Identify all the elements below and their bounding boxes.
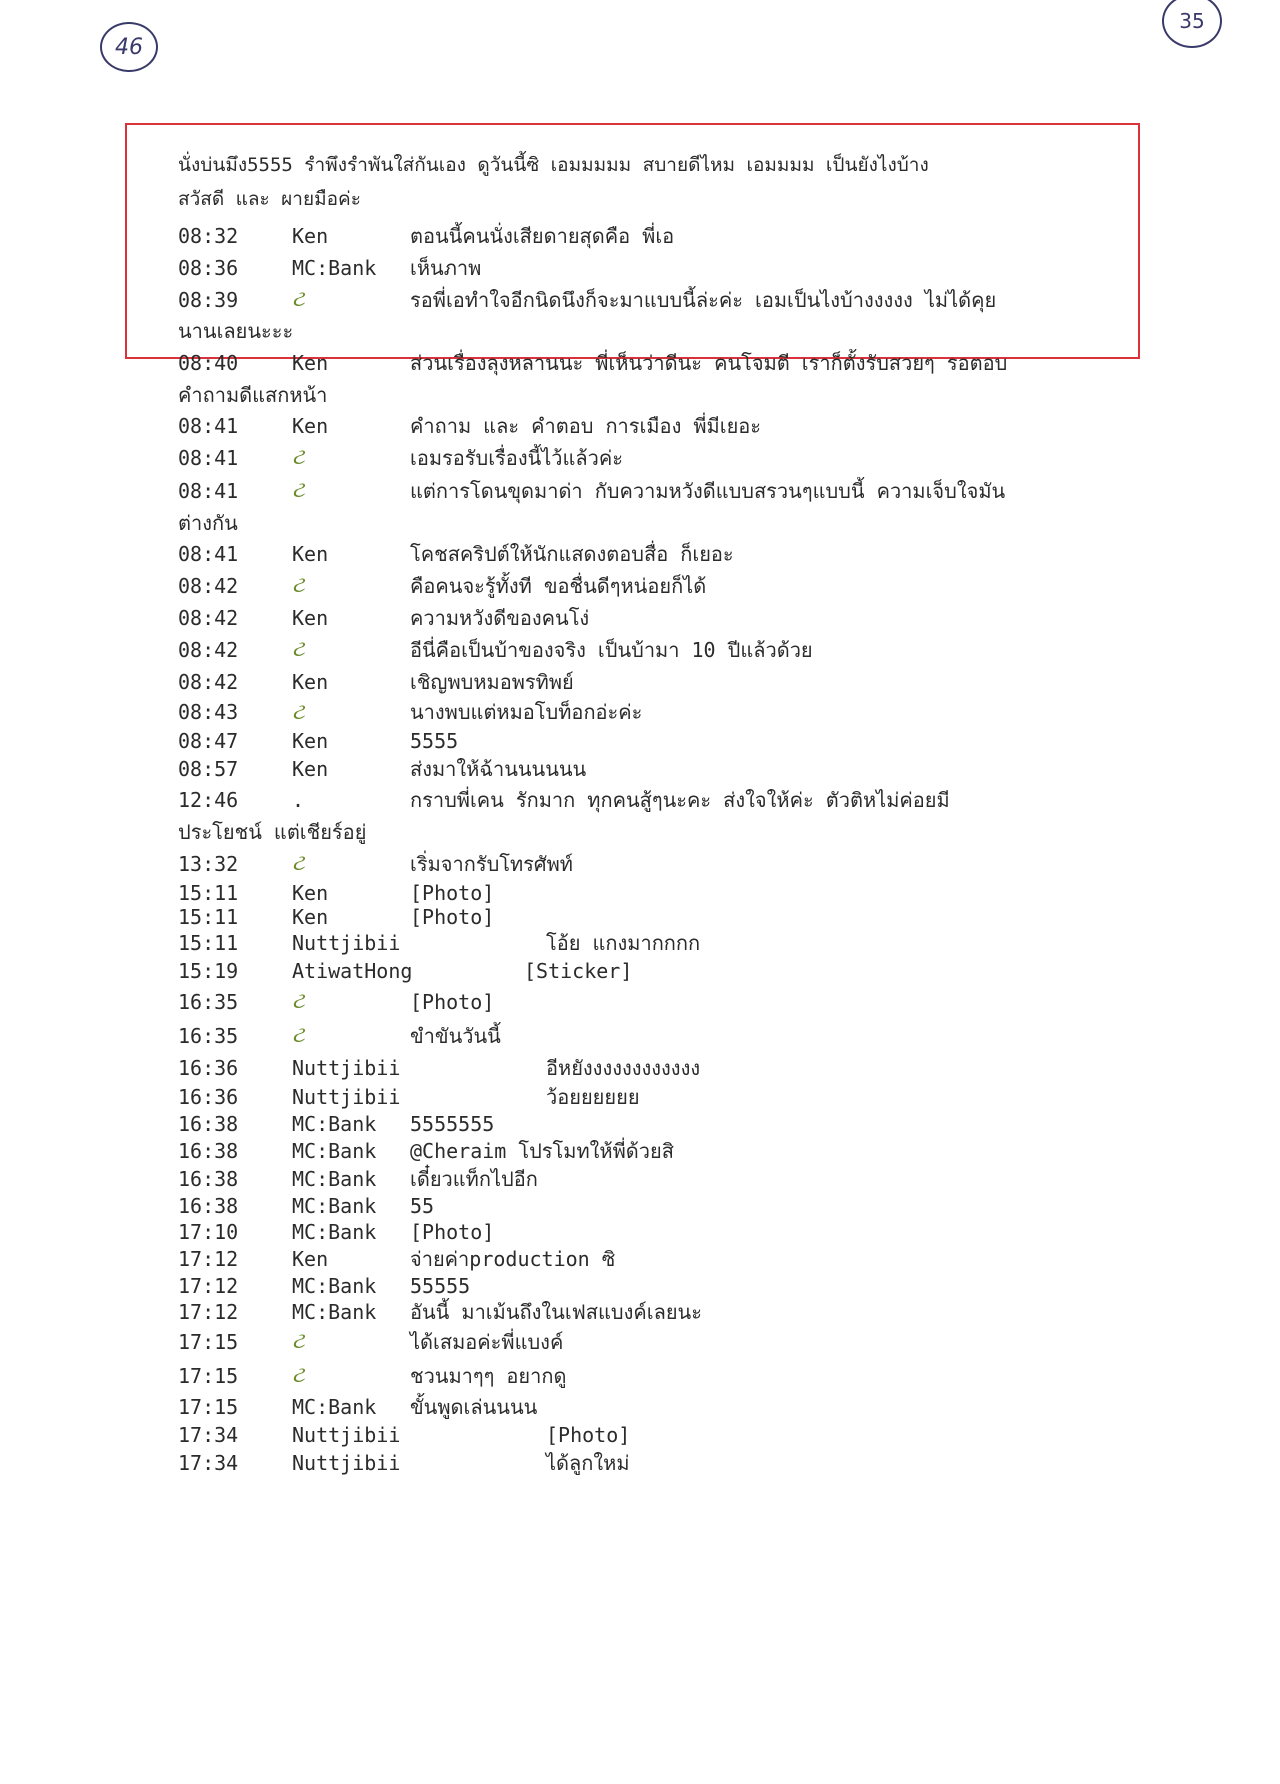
message-text: ได้เสมอค่ะพี่แบงค์ bbox=[410, 1330, 564, 1354]
message-time: 08:47 bbox=[178, 729, 239, 753]
message-time: 16:36 bbox=[178, 1056, 239, 1080]
message-time: 17:34 bbox=[178, 1451, 239, 1475]
message-text: คือคนจะรู้ทั้งที ขอชื่นดีๆหน่อยก็ได้ bbox=[410, 574, 707, 598]
message-row bbox=[178, 570, 1118, 602]
message-row bbox=[178, 783, 1118, 817]
message-sender: MC:Bank bbox=[292, 1167, 377, 1191]
intro-line: นั่งบ่นมึง5555 รำพึงรำพันใส่กันเอง ดูวันนี้ซิ เอมมมมม สบายดีไหม เอมมมม เป็นยังไงบ้าง bbox=[178, 154, 929, 176]
message-row bbox=[178, 346, 1118, 380]
message-text: นางพบแต่หมอโบท็อกอ่ะค่ะ bbox=[410, 700, 643, 724]
message-time: 17:12 bbox=[178, 1247, 239, 1271]
message-text: โอ้ย แกงมากกกก bbox=[546, 931, 701, 955]
message-row bbox=[178, 1019, 1118, 1053]
message-row bbox=[178, 1421, 1118, 1449]
message-sender: Ken bbox=[292, 670, 329, 694]
message-row bbox=[178, 905, 1118, 929]
message-sender: Ken bbox=[292, 542, 329, 566]
message-text: ว้อยยยยยย bbox=[546, 1085, 640, 1109]
message-text: อีนี่คือเป็นบ้าของจริง เป็นบ้ามา 10 ปีแล้วด้วย bbox=[410, 638, 813, 662]
message-time: 08:41 bbox=[178, 542, 239, 566]
chat-transcript bbox=[178, 148, 1118, 1477]
message-sender: Nuttjibii bbox=[292, 1423, 401, 1447]
message-sender: Ken bbox=[292, 881, 329, 905]
message-text: 55 bbox=[410, 1194, 435, 1218]
message-text: เห็นภาพ bbox=[410, 256, 482, 280]
message-row bbox=[178, 1325, 1118, 1359]
message-sender: Ken bbox=[292, 729, 329, 753]
message-row bbox=[178, 220, 1118, 252]
message-continuation: นานเลยนะะะ bbox=[178, 319, 294, 343]
message-row bbox=[178, 727, 1118, 755]
message-sender: Ken bbox=[292, 351, 329, 375]
message-text: ขำขันวันนี้ bbox=[410, 1024, 501, 1048]
message-sender: Ken bbox=[292, 757, 329, 781]
message-sender: . bbox=[292, 788, 305, 812]
message-time: 16:38 bbox=[178, 1112, 239, 1136]
message-time: 08:32 bbox=[178, 224, 239, 248]
message-sender: AtiwatHong bbox=[292, 959, 413, 983]
message-sender: ટ bbox=[292, 700, 305, 725]
message-text: ส่งมาให้ฉ้านนนนนน bbox=[410, 757, 587, 781]
message-row bbox=[178, 755, 1118, 783]
message-text: [Photo] bbox=[410, 1220, 495, 1244]
message-time: 08:42 bbox=[178, 606, 239, 630]
message-sender: Ken bbox=[292, 905, 329, 929]
intro-block bbox=[178, 148, 1118, 216]
message-row bbox=[178, 881, 1118, 905]
message-sender: Nuttjibii bbox=[292, 931, 401, 955]
message-time: 08:36 bbox=[178, 256, 239, 280]
message-text: 5555555 bbox=[410, 1112, 495, 1136]
message-row bbox=[178, 957, 1118, 985]
message-row bbox=[178, 1299, 1118, 1325]
message-text: รอพี่เอทำใจอีกนิดนึงก็จะมาแบบนี้ล่ะค่ะ เอมเป็นไงบ้างงงงง ไม่ได้คุย bbox=[410, 288, 997, 312]
message-time: 16:38 bbox=[178, 1194, 239, 1218]
message-continuation: ประโยชน์ แต่เชียร์อยู่ bbox=[178, 820, 367, 844]
message-row bbox=[178, 1245, 1118, 1273]
message-time: 15:11 bbox=[178, 931, 239, 955]
message-text: [Photo] bbox=[546, 1423, 631, 1447]
intro-line: สวัสดี และ ผายมือค่ะ bbox=[178, 188, 361, 210]
message-sender: MC:Bank bbox=[292, 1220, 377, 1244]
page-stamp-mark: 35 bbox=[1162, 0, 1222, 48]
message-row bbox=[178, 666, 1118, 698]
message-time: 13:32 bbox=[178, 852, 239, 876]
message-sender: MC:Bank bbox=[292, 256, 377, 280]
message-row bbox=[178, 1449, 1118, 1477]
message-text: ชวนมาๆๆ อยากดู bbox=[410, 1364, 567, 1388]
message-row bbox=[178, 538, 1118, 570]
message-row bbox=[178, 1111, 1118, 1137]
message-text: ส่วนเรื่องลุงหลานนะ พี่เห็นว่าดีนะ คนโจมตี เราก็ตั้งรับสวยๆ รอตอบ bbox=[410, 351, 1008, 375]
message-text: [Sticker] bbox=[524, 959, 633, 983]
message-time: 17:12 bbox=[178, 1274, 239, 1298]
message-row bbox=[178, 985, 1118, 1019]
message-text: โคชสคริปต์ให้นักแสดงตอบสื่อ ก็เยอะ bbox=[410, 542, 734, 566]
message-text: 5555 bbox=[410, 729, 459, 753]
message-sender: ટ bbox=[292, 1023, 305, 1048]
message-time: 16:35 bbox=[178, 990, 239, 1014]
message-row bbox=[178, 1219, 1118, 1245]
message-time: 08:42 bbox=[178, 670, 239, 694]
message-sender: ટ bbox=[292, 445, 305, 470]
message-text: แต่การโดนขุดมาด่า กับความหวังดีแบบสรวนๆแบบนี้ ความเจ็บใจมัน bbox=[410, 479, 1006, 503]
message-continuation: ต่างกัน bbox=[178, 511, 238, 535]
message-row bbox=[178, 1193, 1118, 1219]
message-row bbox=[178, 602, 1118, 634]
message-sender: MC:Bank bbox=[292, 1112, 377, 1136]
message-sender: ટ bbox=[292, 1329, 305, 1354]
message-row bbox=[178, 1273, 1118, 1299]
message-time: 17:10 bbox=[178, 1220, 239, 1244]
message-sender: MC:Bank bbox=[292, 1395, 377, 1419]
message-sender: Ken bbox=[292, 224, 329, 248]
message-time: 17:34 bbox=[178, 1423, 239, 1447]
message-text: ความหวังดีของคนโง่ bbox=[410, 606, 590, 630]
message-text: ได้ลูกใหม่ bbox=[546, 1451, 630, 1475]
message-sender: MC:Bank bbox=[292, 1139, 377, 1163]
message-time: 08:39 bbox=[178, 288, 239, 312]
message-sender: MC:Bank bbox=[292, 1274, 377, 1298]
message-sender: ટ bbox=[292, 851, 305, 876]
message-text: [Photo] bbox=[410, 990, 495, 1014]
message-time: 16:38 bbox=[178, 1139, 239, 1163]
message-row bbox=[178, 1137, 1118, 1165]
message-time: 08:42 bbox=[178, 638, 239, 662]
message-continuation: คำถามดีแสกหน้า bbox=[178, 383, 328, 407]
page-number-mark: 46 bbox=[100, 22, 158, 72]
message-time: 15:19 bbox=[178, 959, 239, 983]
message-time: 08:41 bbox=[178, 414, 239, 438]
message-time: 17:12 bbox=[178, 1300, 239, 1324]
message-text: [Photo] bbox=[410, 881, 495, 905]
message-row bbox=[178, 1165, 1118, 1193]
message-text: @Cheraim โปรโมทให้พี่ด้วยสิ bbox=[410, 1139, 674, 1163]
message-row bbox=[178, 474, 1118, 508]
message-sender: ટ bbox=[292, 1363, 305, 1388]
message-text: 55555 bbox=[410, 1274, 471, 1298]
message-time: 17:15 bbox=[178, 1364, 239, 1388]
message-text: เดี๋ยวแท็กไปอีก bbox=[410, 1167, 538, 1191]
message-text: อันนี้ มาเม้นถึงในเฟสแบงค์เลยนะ bbox=[410, 1300, 702, 1324]
message-time: 08:41 bbox=[178, 446, 239, 470]
message-text: จ่ายค่าproduction ซิ bbox=[410, 1247, 616, 1271]
message-sender: ટ bbox=[292, 287, 305, 312]
message-row bbox=[178, 1359, 1118, 1393]
message-sender: Nuttjibii bbox=[292, 1451, 401, 1475]
message-row bbox=[178, 1083, 1118, 1111]
message-time: 08:42 bbox=[178, 574, 239, 598]
message-row bbox=[178, 1053, 1118, 1083]
message-row bbox=[178, 252, 1118, 284]
message-row bbox=[178, 410, 1118, 442]
message-row bbox=[178, 284, 1118, 316]
message-sender: Nuttjibii bbox=[292, 1085, 401, 1109]
message-text: ขั้นพูดเล่นนนน bbox=[410, 1395, 538, 1419]
message-sender: ટ bbox=[292, 478, 305, 503]
message-time: 16:36 bbox=[178, 1085, 239, 1109]
message-row bbox=[178, 1393, 1118, 1421]
message-text: เอมรอรับเรื่องนี้ไว้แล้วค่ะ bbox=[410, 446, 624, 470]
message-text: คำถาม และ คำตอบ การเมือง พี่มีเยอะ bbox=[410, 414, 762, 438]
message-text: เชิญพบหมอพรทิพย์ bbox=[410, 670, 574, 694]
message-sender: Ken bbox=[292, 1247, 329, 1271]
message-text: [Photo] bbox=[410, 905, 495, 929]
message-text: กราบพี่เคน รักมาก ทุกคนสู้ๆนะคะ ส่งใจให้ค่ะ ตัวติหไม่ค่อยมี bbox=[410, 788, 950, 812]
message-sender: Ken bbox=[292, 414, 329, 438]
message-row bbox=[178, 634, 1118, 666]
message-sender: ટ bbox=[292, 989, 305, 1014]
message-sender: ટ bbox=[292, 637, 305, 662]
message-sender: Ken bbox=[292, 606, 329, 630]
message-row bbox=[178, 442, 1118, 474]
message-sender: Nuttjibii bbox=[292, 1056, 401, 1080]
message-time: 16:38 bbox=[178, 1167, 239, 1191]
message-row bbox=[178, 698, 1118, 727]
message-time: 08:43 bbox=[178, 700, 239, 724]
message-time: 17:15 bbox=[178, 1395, 239, 1419]
message-time: 08:57 bbox=[178, 757, 239, 781]
message-text: เริ่มจากรับโทรศัพท์ bbox=[410, 852, 573, 876]
message-text: ตอนนี้คนนั่งเสียดายสุดคือ พี่เอ bbox=[410, 224, 675, 248]
message-sender: MC:Bank bbox=[292, 1194, 377, 1218]
message-time: 12:46 bbox=[178, 788, 239, 812]
message-time: 08:40 bbox=[178, 351, 239, 375]
message-time: 15:11 bbox=[178, 881, 239, 905]
message-time: 15:11 bbox=[178, 905, 239, 929]
message-time: 16:35 bbox=[178, 1024, 239, 1048]
message-time: 17:15 bbox=[178, 1330, 239, 1354]
message-row bbox=[178, 929, 1118, 957]
message-sender: MC:Bank bbox=[292, 1300, 377, 1324]
message-text: อีหยังงงงงงงงงงงง bbox=[546, 1056, 701, 1080]
message-time: 08:41 bbox=[178, 479, 239, 503]
message-row bbox=[178, 847, 1118, 881]
message-sender: ટ bbox=[292, 573, 305, 598]
